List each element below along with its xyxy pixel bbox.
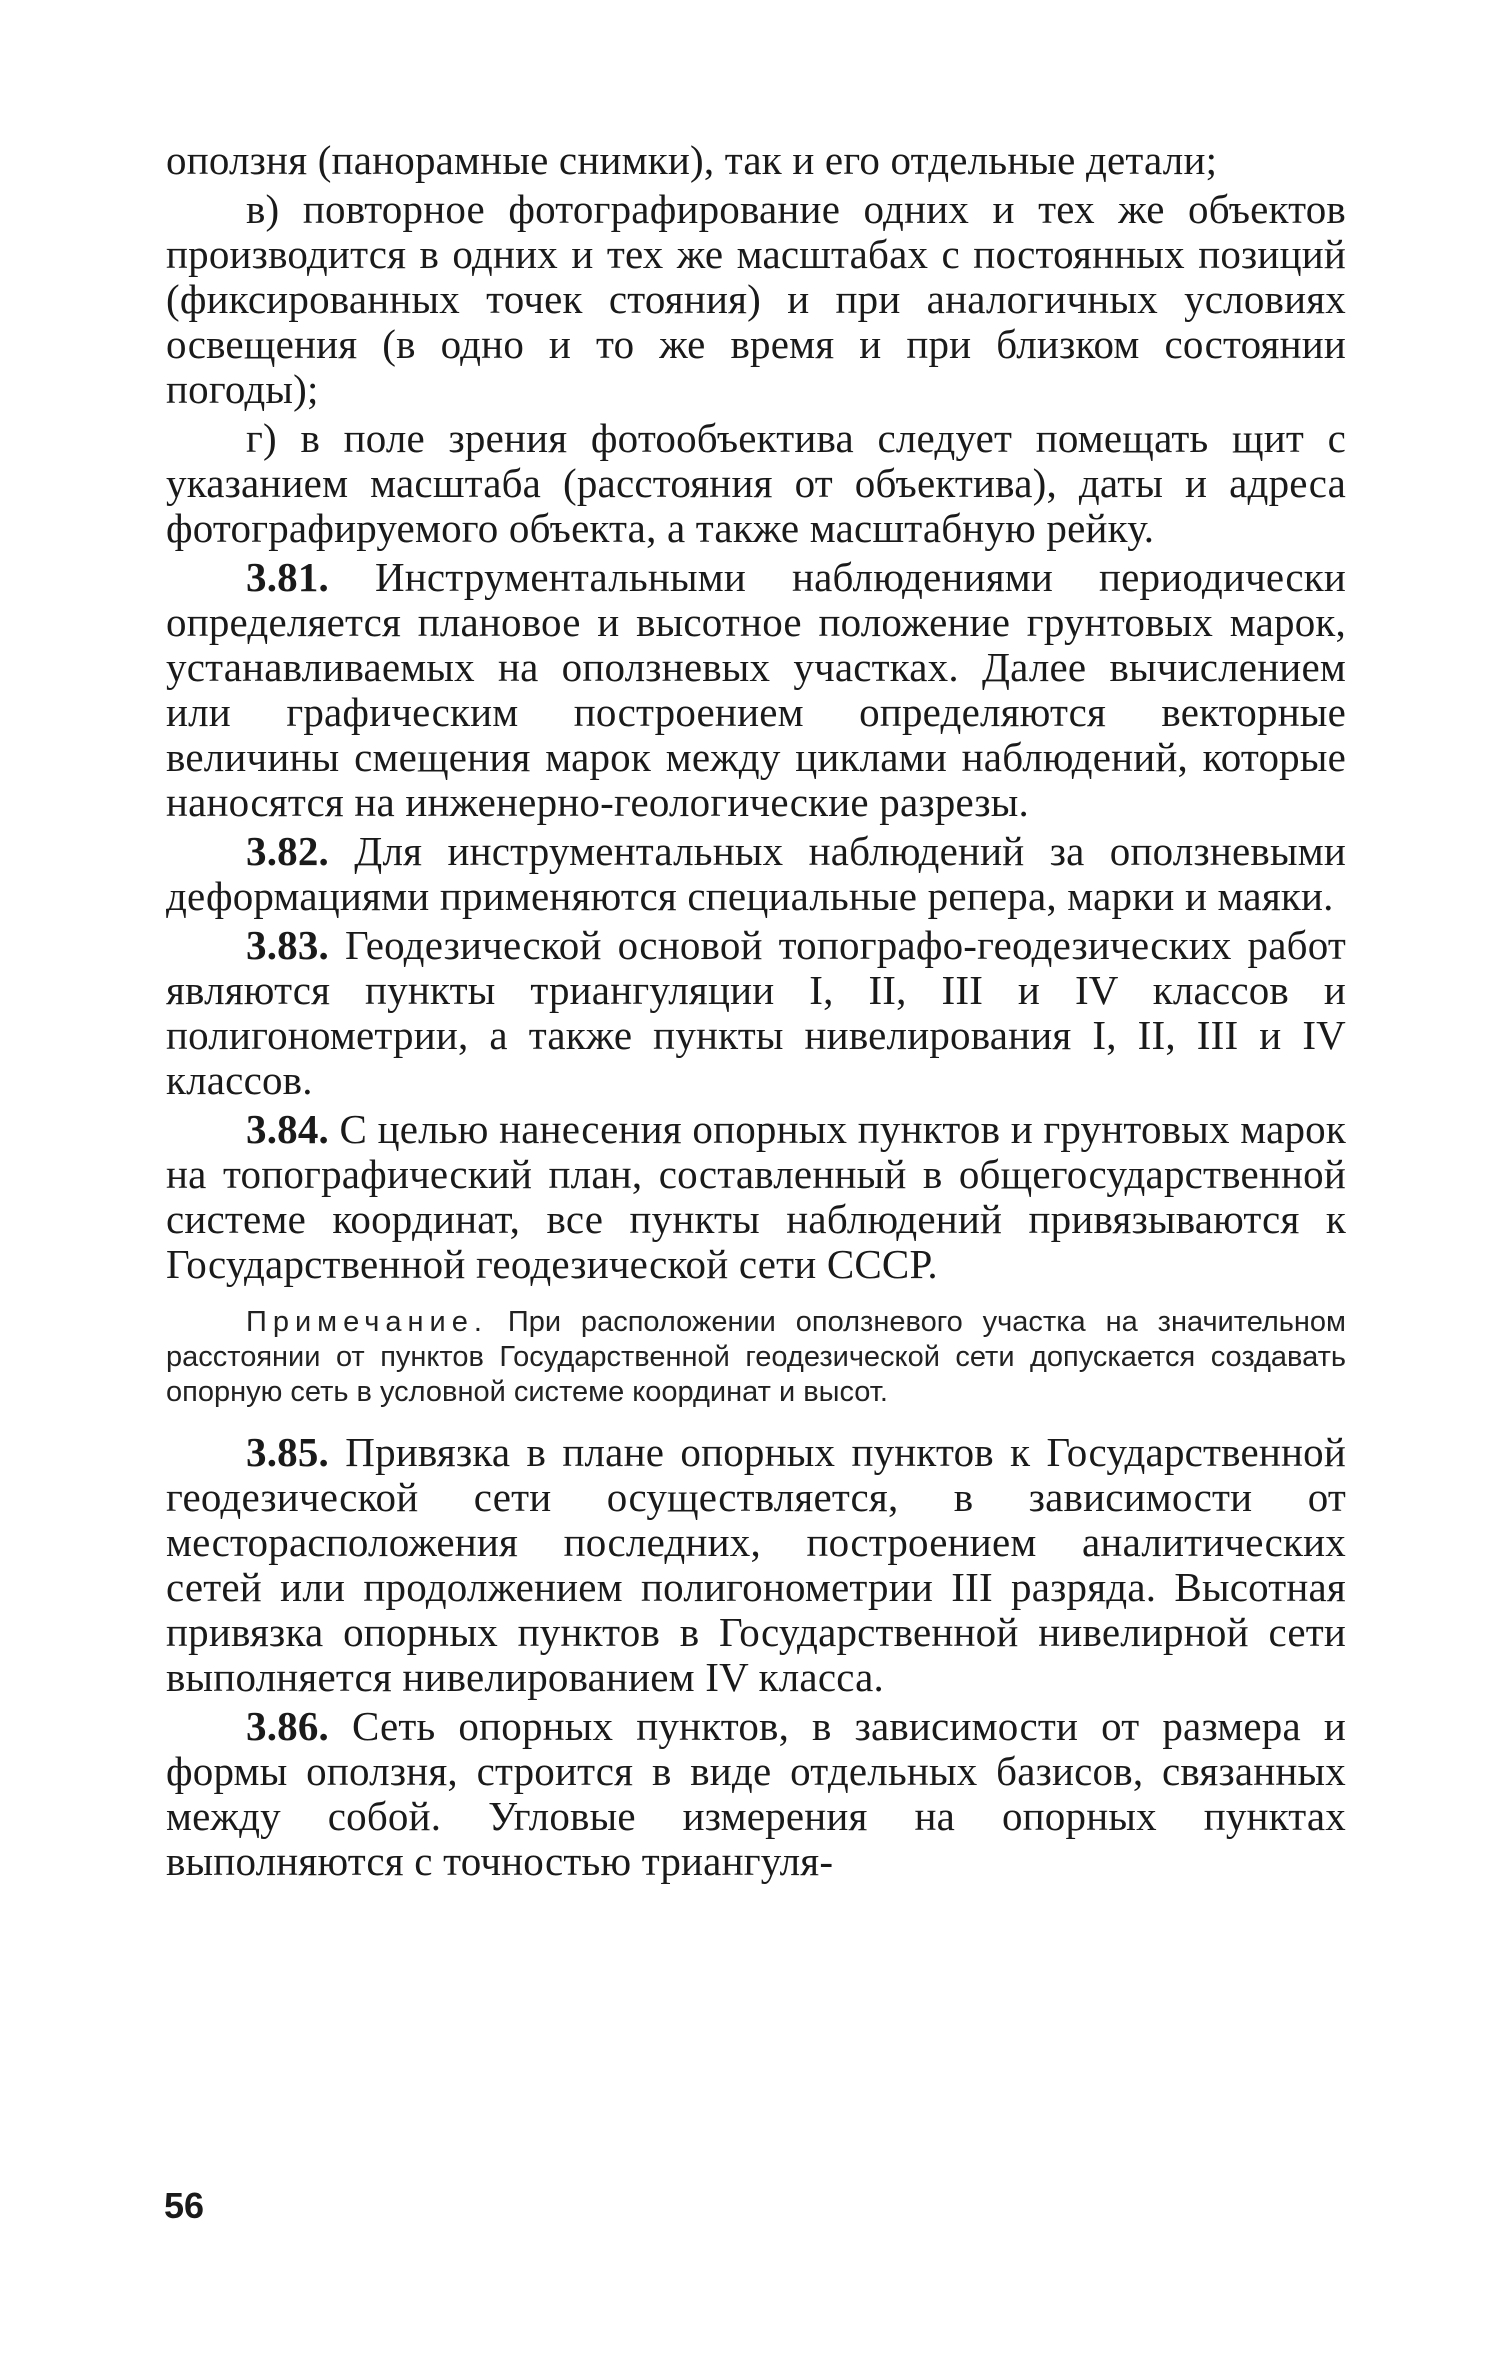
clause-number: 3.85. bbox=[246, 1429, 329, 1475]
page-number: 56 bbox=[164, 2185, 205, 2226]
clause-number: 3.86. bbox=[246, 1703, 329, 1749]
paragraph-3-84 bbox=[166, 1107, 1346, 1287]
paragraph-3-83 bbox=[166, 923, 1346, 1103]
clause-number: 3.81. bbox=[246, 554, 329, 600]
clause-text: Для инструментальных наблюдений за оползневыми деформациями применяются специальные репера, марки и маяки. bbox=[166, 828, 1346, 919]
paragraph-3-81 bbox=[166, 555, 1346, 825]
paragraph-3-85 bbox=[166, 1430, 1346, 1700]
clause-text: Геодезической основой топографо-геодезических работ являются пункты триангуляции I, II, III и IV классов и полигонометрии, а также пункты нивелирования I, II, III и IV классов. bbox=[166, 922, 1346, 1103]
clause-number: 3.83. bbox=[246, 922, 329, 968]
clause-text: Привязка в плане опорных пунктов к Государственной геодезической сети осуществляется, в зависимости от месторасположения последних, построением аналитических сетей или продолжением полигонометрии III разряда. Высотная привязка опорных пунктов в Государственной нивелирной сети выполняется нивелированием IV класса. bbox=[166, 1429, 1346, 1700]
note-label: Примечание. bbox=[246, 1306, 488, 1338]
paragraph-item-v: в) повторное фотографирование одних и тех же объектов производится в одних и тех же масштабах с постоянных позиций (фиксированных точек стояния) и при аналогичных условиях освещения (в одно и то же время и при близком состоянии погоды); bbox=[166, 186, 1346, 412]
clause-text: Сеть опорных пунктов, в зависимости от размера и формы оползня, строится в виде отдельных базисов, связанных между собой. Угловые измерения на опорных пунктах выполняются с точностью триангуля- bbox=[166, 1703, 1347, 1884]
page-body bbox=[166, 138, 1346, 1884]
clause-number: 3.82. bbox=[246, 828, 329, 874]
clause-text: С целью нанесения опорных пунктов и грунтовых марок на топографический план, составленный в общегосударственной системе координат, все пункты наблюдений привязываются к Государственной геодезической сети СССР. bbox=[166, 1106, 1347, 1287]
note-text: При расположении оползневого участка на значительном расстоянии от пунктов Государственной геодезической сети допускается создавать опорную сеть в условной системе координат и высот. bbox=[166, 1306, 1346, 1408]
paragraph-item-g: г) в поле зрения фотообъектива следует помещать щит с указанием масштаба (расстояния от объектива), даты и адреса фотографируемого объекта, а также масштабную рейку. bbox=[166, 415, 1346, 551]
paragraph-continuation: оползня (панорамные снимки), так и его отдельные детали; bbox=[166, 137, 1218, 183]
clause-number: 3.84. bbox=[246, 1106, 329, 1152]
paragraph-3-82 bbox=[166, 829, 1346, 919]
clause-text: Инструментальными наблюдениями периодически определяется плановое и высотное положение грунтовых марок, устанавливаемых на оползневых участках. Далее вычислением или графическим построением определяются векторные величины смещения марок между циклами наблюдений, которые наносятся на инженерно-геологические разрезы. bbox=[166, 554, 1346, 825]
paragraph-3-86 bbox=[166, 1704, 1346, 1884]
note bbox=[166, 1305, 1346, 1410]
